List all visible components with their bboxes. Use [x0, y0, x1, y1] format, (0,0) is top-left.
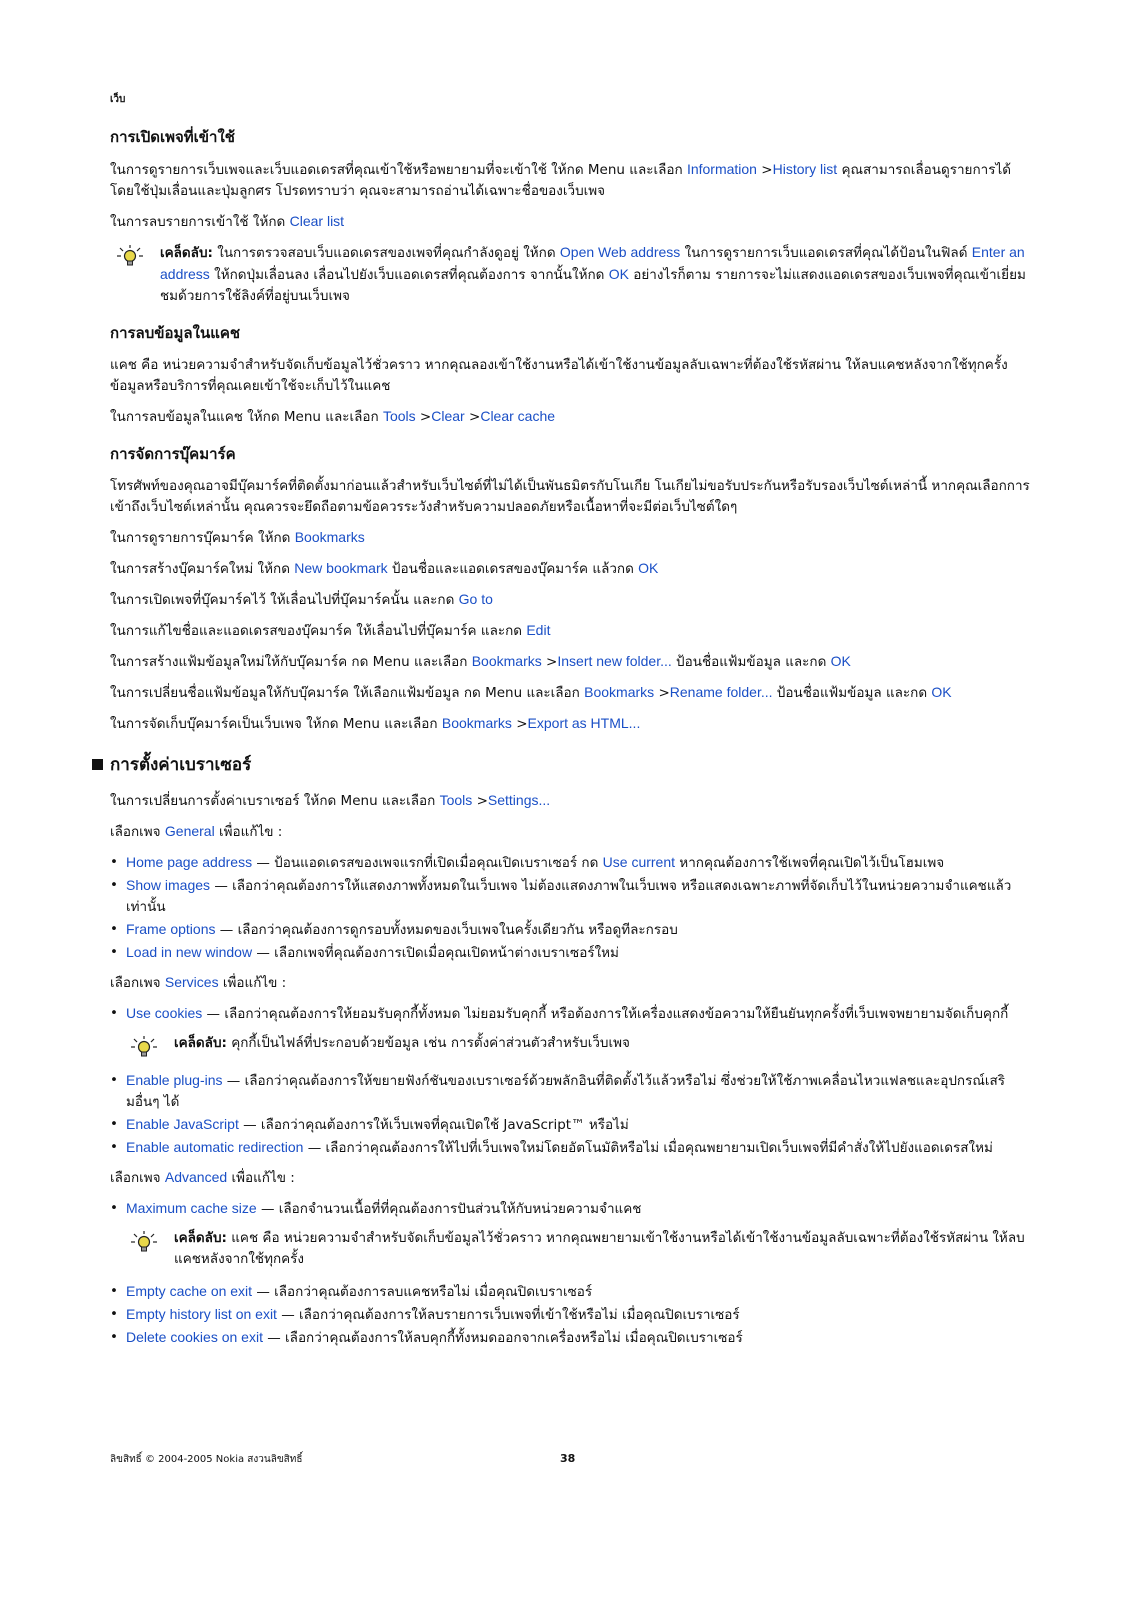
bullet-icon: • [110, 1116, 118, 1132]
link-ok[interactable]: OK [608, 266, 629, 282]
link-bookmarks[interactable]: Bookmarks [441, 715, 512, 731]
text: ป้อนชื่อและแอดเดรสของบุ๊คมาร์ค แล้วกด [387, 561, 639, 577]
link-frame-options[interactable]: Frame options [126, 921, 216, 937]
tip-label: เคล็ดลับ: [160, 245, 213, 261]
tip-box [124, 1033, 1030, 1059]
text: ในการเปลี่ยนชื่อแฟ้มข้อมูลให้กับบุ๊คมาร์ค ให้เลือกแฟ้มข้อมูล กด Menu และเลือก [110, 685, 585, 701]
link-clear-cache[interactable]: Clear cache [480, 408, 556, 424]
text: ในการแก้ไขชื่อและแอดเดรสของบุ๊คมาร์ค ให้เลื่อนไปที่บุ๊คมาร์ค และกด [110, 623, 527, 639]
page-number: 38 [560, 1452, 576, 1465]
list-item [110, 1327, 1030, 1349]
services-settings-list [110, 1003, 1030, 1025]
paragraph [110, 406, 1030, 428]
paragraph: โทรศัพท์ของคุณอาจมีบุ๊คมาร์คที่ติดตั้งมาก่อนแล้วสำหรับเว็บไซต์ที่ไม่ได้เป็นพันธมิตรกับโนเกีย โนเกียไม่ขอรับประกันหรือรับรองเว็บไซต์เหล่านี้ หากคุณเลือกการเข้าถึงเว็บไซต์เหล่านั้น คุณควรจะยึดถือตามข้อควรระวังสำหรับความปลอดภัยหรือเนื้อหาที่จะมีต่อเว็บไซต์ใดๆ [110, 478, 1030, 515]
link-delete-cookies-on-exit[interactable]: Delete cookies on exit [126, 1329, 263, 1345]
text: ในการตรวจสอบเว็บแอดเดรสของเพจที่คุณกำลังดูอยู่ ให้กด [212, 245, 560, 261]
link-go-to[interactable]: Go to [458, 591, 493, 607]
square-bullet-icon [92, 759, 103, 770]
text: — ป้อนแอดเดรสของเพจแรกที่เปิดเมื่อคุณเปิดเบราเซอร์ กด [252, 855, 603, 871]
text: ในการดูรายการบุ๊คมาร์ค ให้กด [110, 530, 295, 546]
section-title-text: การตั้งค่าเบราเซอร์ [110, 755, 252, 775]
list-item [110, 1281, 1030, 1303]
text: — เลือกว่าคุณต้องการให้แสดงภาพทั้งหมดในเว็บเพจ ไม่ต้องแสดงภาพในเว็บเพจ หรือแสดงเฉพาะภาพที่จัดเก็บไว้ในหน่วยความจำแคชแล้วเท่านั้น [126, 878, 1012, 915]
list-item [110, 1198, 1030, 1220]
bullet-icon: • [110, 1329, 118, 1345]
text: ในการดูรายการเว็บแอดเดรสที่คุณได้ป้อนในฟิลด์ [680, 245, 972, 261]
text: — เลือกว่าคุณต้องการให้เว็บเพจที่คุณเปิดใช้ JavaScript™ หรือไม่ [238, 1117, 629, 1133]
bullet-icon: • [110, 1072, 118, 1088]
text: ในการสร้างแฟ้มข้อมูลใหม่ให้กับบุ๊คมาร์ค กด Menu และเลือก [110, 654, 472, 670]
bullet-icon: • [110, 1200, 118, 1216]
link-open-web-address[interactable]: Open Web address [559, 244, 681, 260]
text: เพื่อแก้ไข : [227, 1170, 295, 1186]
link-history-list[interactable]: History list [772, 161, 838, 177]
text: — เลือกว่าคุณต้องการลบแคชหรือไม่ เมื่อคุณปิดเบราเซอร์ [252, 1284, 593, 1300]
link-insert-new-folder[interactable]: Insert new folder... [557, 653, 672, 669]
paragraph [110, 159, 1030, 202]
page-content [110, 92, 1030, 1357]
link-enter-an-address[interactable]: Enter an address [160, 244, 1025, 282]
link-bookmarks[interactable]: Bookmarks [584, 684, 655, 700]
text: > [541, 654, 558, 670]
bullet-icon: • [110, 921, 118, 937]
list-item [110, 942, 1030, 964]
text: เพื่อแก้ไข : [214, 824, 283, 840]
paragraph [110, 821, 1030, 843]
paragraph [110, 620, 1030, 642]
link-clear-list[interactable]: Clear list [289, 213, 345, 229]
text: — เลือกว่าคุณต้องการให้ลบคุกกี้ทั้งหมดออกจากเครื่องหรือไม่ เมื่อคุณปิดเบราเซอร์ [262, 1330, 743, 1346]
link-tools[interactable]: Tools [439, 792, 473, 808]
link-maximum-cache-size[interactable]: Maximum cache size [126, 1200, 257, 1216]
section-title-bookmarks: การจัดการบุ๊คมาร์ค [110, 445, 236, 463]
list-item [110, 875, 1030, 918]
link-advanced[interactable]: Advanced [164, 1169, 228, 1185]
bullet-icon: • [110, 1283, 118, 1299]
tip-text [174, 1033, 630, 1059]
list-item [110, 1304, 1030, 1326]
text: — เลือกว่าคุณต้องการให้ไปที่เว็บเพจใหม่โดยอัตโนมัติหรือไม่ เมื่อคุณพยายามเปิดเว็บเพจที่มีคำสั่งให้ไปยังแอดเดรสใหม่ [303, 1140, 993, 1156]
text: ในการสร้างบุ๊คมาร์คใหม่ ให้กด [110, 561, 295, 577]
link-show-images[interactable]: Show images [126, 877, 211, 893]
text: > [415, 409, 432, 425]
bullet-icon: • [110, 877, 118, 893]
text: แคช คือ หน่วยความจำสำหรับจัดเก็บข้อมูลไว้ชั่วคราว หากคุณพยายามเข้าใช้งานหรือได้เข้าใช้งานข้อมูลลับเฉพาะที่ต้องใช้รหัสผ่าน ให้ลบแคชหลังจากใช้ทุกครั้ง [174, 1230, 1025, 1267]
list-item [110, 919, 1030, 941]
link-empty-history-list-on-exit[interactable]: Empty history list on exit [126, 1306, 277, 1322]
link-use-current[interactable]: Use current [602, 854, 676, 870]
paragraph [110, 972, 1030, 994]
text: > [511, 716, 528, 732]
text: เพื่อแก้ไข : [218, 975, 287, 991]
link-edit[interactable]: Edit [526, 622, 551, 638]
bullet-icon: • [110, 854, 118, 870]
section-title-browser-settings [92, 751, 1030, 778]
text: คุกกี้เป็นไฟล์ที่ประกอบด้วยข้อมูล เช่น การตั้งค่าส่วนตัวสำหรับเว็บเพจ [226, 1035, 630, 1051]
text: ในการจัดเก็บบุ๊คมาร์คเป็นเว็บเพจ ให้กด Menu และเลือก [110, 716, 442, 732]
text: — เลือกว่าคุณต้องการให้ลบรายการเว็บเพจที่เข้าใช้หรือไม่ เมื่อคุณปิดเบราเซอร์ [276, 1307, 740, 1323]
link-ok[interactable]: OK [931, 684, 952, 700]
text: คุณสามารถเลื่อนดูรายการได้ โดยใช้ปุ่มเลื่อนและปุ่มลูกศร โปรดทราบว่า คุณจะสามารถอ่านได้เฉพาะชื่อของเว็บเพจ [110, 162, 1012, 199]
text: — เลือกว่าคุณต้องการให้ขยายฟังก์ชันของเบราเซอร์ด้วยพลักอินที่ติดตั้งไว้แล้วหรือไม่ ซึ่งช่วยให้ใช้ภาพเคลื่อนไหวแฟลชและอุปกรณ์เสริมอื่นๆ ได้ [126, 1073, 1005, 1110]
link-enable-javascript[interactable]: Enable JavaScript [126, 1116, 239, 1132]
link-settings[interactable]: Settings... [487, 792, 551, 808]
link-bookmarks[interactable]: Bookmarks [294, 529, 365, 545]
text: ให้กดปุ่มเลื่อนลง เลื่อนไปยังเว็บแอดเดรสที่คุณต้องการ จากนั้นให้กด [209, 267, 609, 283]
link-general[interactable]: General [164, 823, 215, 839]
text: > [654, 685, 670, 701]
text: > [756, 162, 773, 178]
text: > [472, 793, 488, 809]
tip-text [160, 242, 1030, 307]
text: ในการลบข้อมูลในแคช ให้กด Menu และเลือก [110, 409, 383, 425]
text: — เลือกจำนวนเนื้อที่ที่คุณต้องการปันส่วนให้กับหน่วยความจำแคช [256, 1201, 642, 1217]
text: อย่างไรก็ตาม รายการจะไม่แสดงแอดเดรสของเว็บเพจที่คุณเข้าเยี่ยมชมด้วยการใช้ลิงค์ที่อยู่บนเว็บเพจ [160, 267, 1026, 304]
lightbulb-icon [124, 1033, 174, 1059]
link-rename-folder[interactable]: Rename folder... [669, 684, 773, 700]
section-title-cache: การลบข้อมูลในแคช [110, 324, 241, 342]
text: ป้อนชื่อแฟ้มข้อมูล และกด [671, 654, 831, 670]
paragraph [110, 1167, 1030, 1189]
lightbulb-icon [110, 242, 160, 307]
text: ป้อนชื่อแฟ้มข้อมูล และกด [772, 685, 932, 701]
paragraph [110, 682, 1030, 704]
copyright-notice: ลิขสิทธิ์ © 2004-2005 Nokia สงวนลิขสิทธิ์ [110, 1454, 303, 1465]
paragraph [110, 651, 1030, 673]
general-settings-list [110, 852, 1030, 964]
paragraph [110, 589, 1030, 611]
link-clear[interactable]: Clear [431, 408, 465, 424]
tip-label: เคล็ดลับ: [174, 1035, 227, 1051]
link-ok[interactable]: OK [830, 653, 851, 669]
link-use-cookies[interactable]: Use cookies [126, 1005, 203, 1021]
text: > [464, 409, 481, 425]
paragraph [110, 558, 1030, 580]
paragraph: แคช คือ หน่วยความจำสำหรับจัดเก็บข้อมูลไว้ชั่วคราว หากคุณลองเข้าใช้งานหรือได้เข้าใช้งานข้อมูลลับเฉพาะที่ต้องใช้รหัสผ่าน ให้ลบแคชหลังจากใช้ทุกครั้ง ข้อมูลหรือบริการที่คุณเคยเข้าใช้จะเก็บไว้ในแคช [110, 357, 1008, 394]
link-information[interactable]: Information [686, 161, 757, 177]
list-item [110, 1003, 1030, 1025]
link-services[interactable]: Services [164, 974, 219, 990]
text: เลือกเพจ [110, 824, 165, 840]
link-bookmarks[interactable]: Bookmarks [471, 653, 542, 669]
advanced-settings-list [110, 1198, 1030, 1220]
bullet-icon: • [110, 1139, 118, 1155]
text: — เลือกเพจที่คุณต้องการเปิดเมื่อคุณเปิดหน้าต่างเบราเซอร์ใหม่ [252, 945, 619, 961]
paragraph [110, 211, 1030, 233]
link-new-bookmark[interactable]: New bookmark [294, 560, 388, 576]
link-ok[interactable]: OK [638, 560, 659, 576]
text: ในการเปิดเพจที่บุ๊คมาร์คไว้ ให้เลื่อนไปที่บุ๊คมาร์คนั้น และกด [110, 592, 459, 608]
text: หากคุณต้องการใช้เพจที่คุณเปิดไว้เป็นโฮมเพจ [675, 855, 945, 871]
text: — เลือกว่าคุณต้องการให้ยอมรับคุกกี้ทั้งหมด ไม่ยอมรับคุกกี้ หรือต้องการให้เครื่องแสดงข้อความให้ยืนยันทุกครั้งที่เว็บเพจพยายามจัดเก็บคุกกี้ [202, 1006, 1009, 1022]
text: เลือกเพจ [110, 975, 165, 991]
lightbulb-icon [124, 1228, 174, 1270]
tip-label: เคล็ดลับ: [174, 1230, 227, 1246]
link-load-in-new-window[interactable]: Load in new window [126, 944, 253, 960]
list-item [110, 1137, 1030, 1159]
tip-text [174, 1228, 1030, 1270]
list-item [110, 1070, 1030, 1113]
tip-box [124, 1228, 1030, 1270]
link-empty-cache-on-exit[interactable]: Empty cache on exit [126, 1283, 253, 1299]
bullet-icon: • [110, 1306, 118, 1322]
link-tools[interactable]: Tools [382, 408, 416, 424]
bullet-icon: • [110, 1005, 118, 1021]
text: ในการลบรายการเข้าใช้ ให้กด [110, 214, 290, 230]
paragraph [110, 527, 1030, 549]
section-title-history: การเปิดเพจที่เข้าใช้ [110, 128, 235, 146]
advanced-settings-list-continued [110, 1281, 1030, 1349]
paragraph [110, 790, 1030, 812]
services-settings-list-continued [110, 1070, 1030, 1159]
list-item [110, 1114, 1030, 1136]
link-export-as-html[interactable]: Export as HTML... [527, 715, 641, 731]
text: ในการเปลี่ยนการตั้งค่าเบราเซอร์ ให้กด Menu และเลือก [110, 793, 440, 809]
running-head: เว็บ [110, 94, 126, 105]
tip-box [110, 242, 1030, 307]
text: เลือกเพจ [110, 1170, 165, 1186]
link-enable-automatic-redirection[interactable]: Enable automatic redirection [126, 1139, 304, 1155]
link-home-page-address[interactable]: Home page address [126, 854, 253, 870]
bullet-icon: • [110, 944, 118, 960]
text: ในการดูรายการเว็บเพจและเว็บแอดเดรสที่คุณเข้าใช้หรือพยายามที่จะเข้าใช้ ให้กด Menu และเลือก [110, 162, 687, 178]
text: — เลือกว่าคุณต้องการดูกรอบทั้งหมดของเว็บเพจในครั้งเดียวกัน หรือดูทีละกรอบ [215, 922, 678, 938]
paragraph [110, 713, 1030, 735]
list-item [110, 852, 1030, 874]
link-enable-plug-ins[interactable]: Enable plug-ins [126, 1072, 223, 1088]
